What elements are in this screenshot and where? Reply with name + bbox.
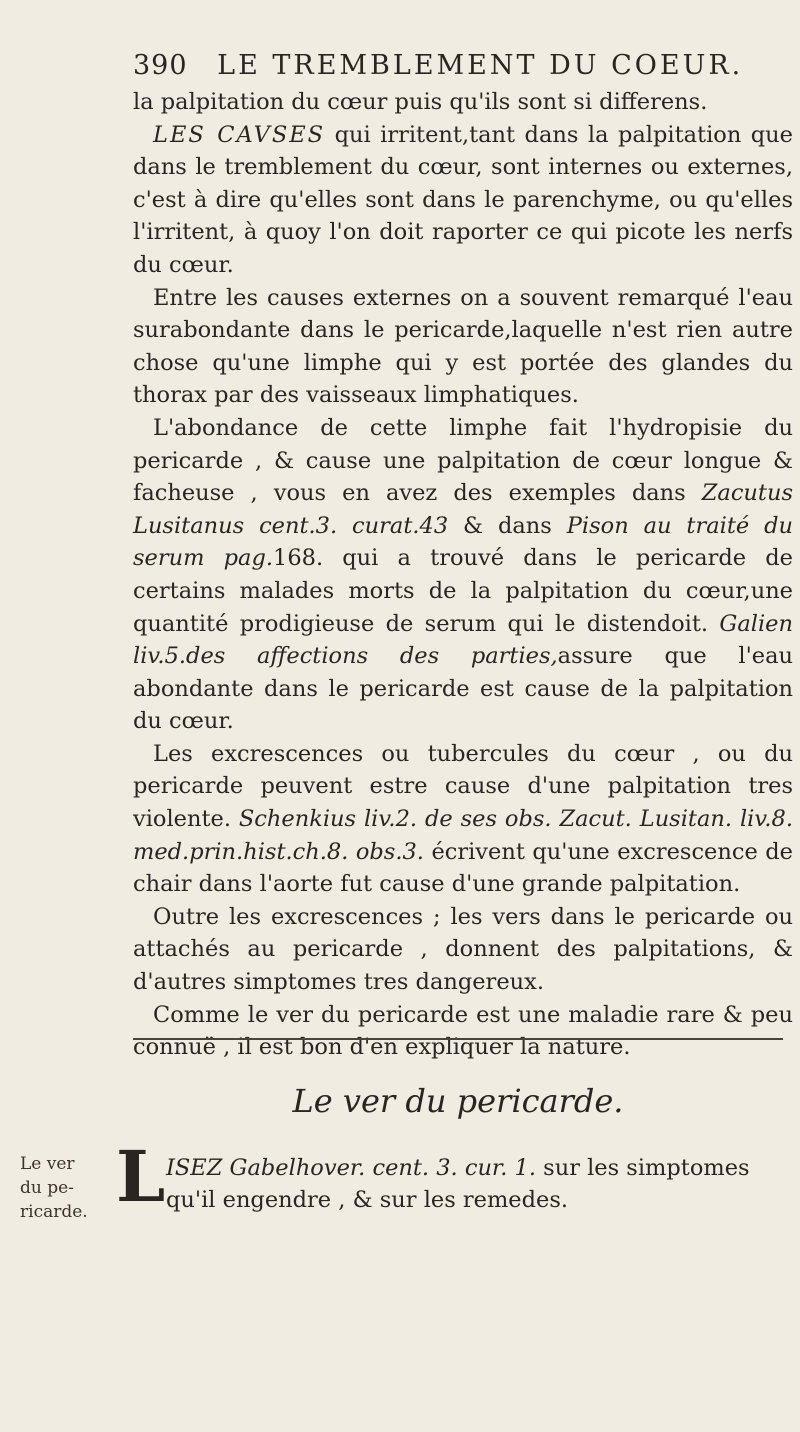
paragraph-body: qui irritent,tant dans la palpitation que dans le tremblement du cœur, sont internes ou externes, c'est à dire qu'elles sont dans le parenchyme, ou qu'elles l'irritent, à quoy l'on doit raporter ce qui picote les nerfs du cœur. [133,121,793,278]
drop-cap: L [116,1135,166,1218]
paragraph-excrescences [133,738,793,901]
text-run: Les excrescences ou tubercules du cœur , ou du pericarde peuvent estre cause d'une palpitation tres violente. [133,740,793,833]
page-header [133,50,783,81]
citation: ISEZ Gabelhover. cent. 3. cur. 1. [166,1155,536,1181]
text-run: 168. qui a trouvé dans le pericarde de certains malades morts de la palpitation du cœur,une quantité prodigieuse de serum qui le distendoit. [133,545,793,637]
margin-note-line: ricarde. [20,1202,88,1222]
citation: Galien liv.5.des affections des parties, [133,610,793,670]
citation: Schenkius liv.2. de ses obs. Zacut. Lusitan. liv.8. med.prin.hist.ch.8. obs.3. [133,806,793,865]
text-run: & dans [448,512,567,539]
margin-note [20,1152,90,1224]
page-number: 390 [133,50,188,81]
margin-note-line: du pe- [20,1178,74,1198]
section-divider [133,1038,783,1040]
text-run: écrivent qu'une excrescence de chair dans l'aorte fut cause d'une grande palpitation. [133,838,793,898]
citation: Pison au traité du serum pag. [133,512,793,572]
paragraph-maladie-rare: Comme le ver du pericarde est une maladie rare & peu connuë , il est bon d'en expliquer la nature. [133,1001,793,1061]
text-run: sur les simptomes qu'il engendre , & sur les remedes. [166,1155,750,1213]
paragraph-vers: Outre les excrescences ; les vers dans le pericarde ou attachés au pericarde , donnent des palpitations, & d'autres simptomes tres dangereux. [133,903,793,996]
section-title: Le ver du pericarde. [292,1082,624,1120]
paragraph-continuation: la palpitation du cœur puis qu'ils sont si differens. [133,89,708,115]
paragraph-causes [133,119,793,282]
citation: Zacutus Lusitanus cent.3. curat.43 [133,480,793,539]
text-run: assure que l'eau abondante dans le pericarde est cause de la palpitation du cœur. [133,643,793,735]
paragraph-lead: LES CAVSES [153,121,326,148]
paragraph-hydropisie [133,412,793,738]
running-title: LE TREMBLEMENT DU COEUR. [217,50,744,81]
main-text [133,86,793,1064]
margin-note-line: Le ver [20,1154,75,1174]
paragraph-external-causes: Entre les causes externes on a souvent remarqué l'eau surabondante dans le pericarde,laquelle n'est rien autre chose qu'une limphe qui y est portée des glandes du thorax par des vaisseaux limphatiques. [133,284,793,409]
section-paragraph [166,1152,786,1216]
text-run: L'abondance de cette limphe fait l'hydropisie du pericarde , & cause une palpitation de cœur longue & facheuse , vous en avez des exemples dans [133,414,793,507]
